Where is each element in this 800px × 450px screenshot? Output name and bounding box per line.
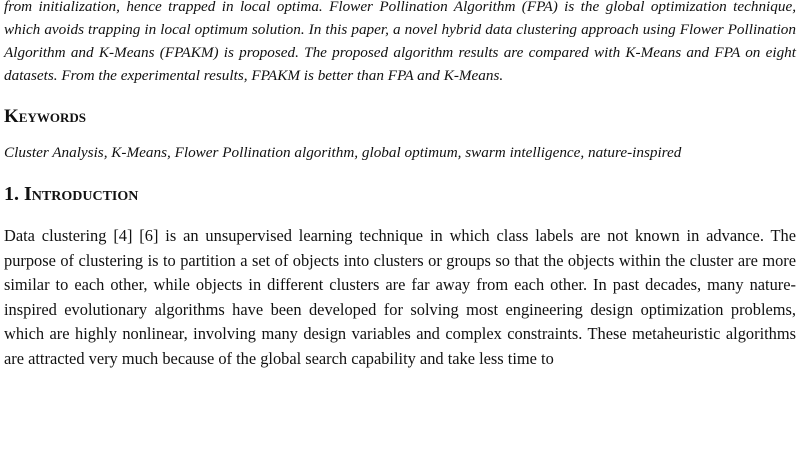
introduction-paragraph: Data clustering [4] [6] is an unsupervised learning technique in which class labels are not known in advance. The purpose of clustering is to partition a set of objects into clusters or groups so that the objects within the cluster are more similar to each other, while objects in different clusters are far away from each other. In past decades, many nature-inspired evolutionary algorithms have been developed for solving most engineering design optimization problems, which are highly nonlinear, involving many design variables and complex constraints. These metaheuristic algorithms are attracted very much because of the global search capability and take less time to [4, 226, 796, 368]
keywords-text: Cluster Analysis, K-Means, Flower Pollination algorithm, global optimum, swarm intelligence, nature-inspired [4, 144, 682, 161]
abstract-text: from initialization, hence trapped in local optima. Flower Pollination Algorithm (FPA) is the global optimization technique, which avoids trapping in local optimum solution. In this paper, a novel hybrid data clustering approach using Flower Pollination Algorithm and K-Means (FPAKM) is proposed. The proposed algorithm results are compared with K-Means and FPA on eight datasets. From the experimental results, FPAKM is better than FPA and K-Means. [4, 0, 796, 84]
keywords-heading: Keywords [4, 106, 86, 127]
introduction-heading: 1. Introduction [4, 183, 139, 205]
